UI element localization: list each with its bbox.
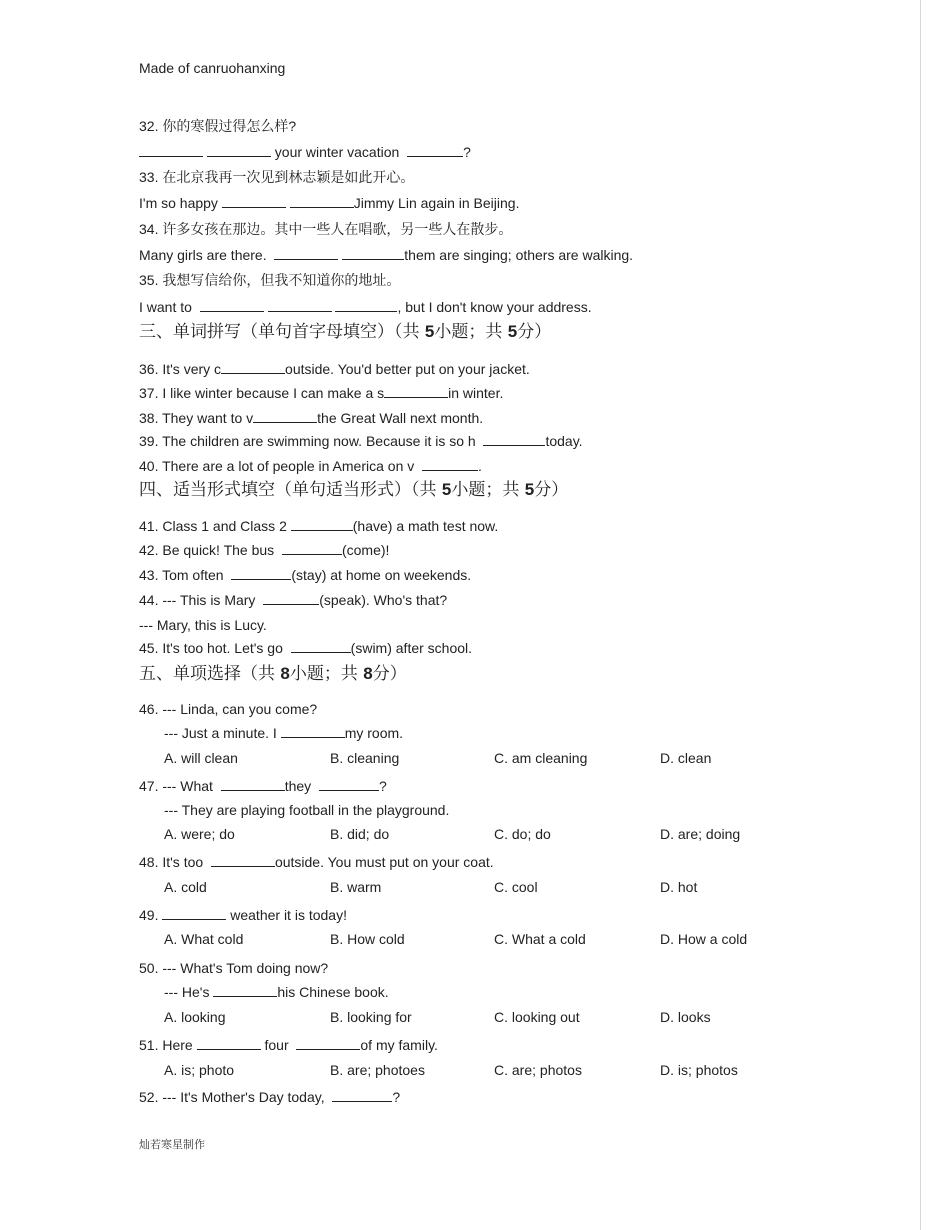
answer-blank[interactable] [200, 298, 264, 312]
option-c[interactable]: C. looking out [494, 1009, 580, 1025]
answer-blank[interactable] [332, 1088, 392, 1102]
answer-blank[interactable] [281, 724, 345, 738]
answer-blank[interactable] [335, 298, 397, 312]
answer-blank[interactable] [422, 457, 478, 471]
answer-blank[interactable] [222, 194, 286, 208]
option-c[interactable]: C. cool [494, 879, 538, 895]
answer-blank[interactable] [207, 143, 271, 157]
question-32-chinese: 32. 你的寒假过得怎么样? [139, 118, 297, 134]
answer-blank[interactable] [139, 143, 203, 157]
question-42: 42. Be quick! The bus (come)! [139, 542, 390, 558]
question-49: 49. weather it is today! [139, 907, 347, 923]
question-36: 36. It's very c outside. You'd better put on your jacket. [139, 361, 530, 377]
option-d[interactable]: D. is; photos [660, 1062, 738, 1078]
answer-blank[interactable] [253, 409, 317, 423]
option-d[interactable]: D. clean [660, 750, 712, 766]
answer-blank[interactable] [211, 853, 275, 867]
question-51: 51. Here four of my family. [139, 1037, 438, 1053]
answer-blank[interactable] [291, 517, 353, 531]
question-39: 39. The children are swimming now. Because it is so h today. [139, 433, 583, 449]
option-d[interactable]: D. looks [660, 1009, 711, 1025]
question-46: 46. --- Linda, can you come? [139, 701, 318, 717]
answer-blank[interactable] [296, 1036, 360, 1050]
question-end: ? [463, 144, 471, 160]
option-b[interactable]: B. cleaning [330, 750, 400, 766]
question-40: 40. There are a lot of people in America on v . [139, 458, 482, 474]
answer-blank[interactable] [162, 906, 226, 920]
question-38: 38. They want to v the Great Wall next month. [139, 410, 484, 426]
section-4-heading: 四、适当形式填空（单句适当形式）（共 5小题；共 5分） [139, 480, 569, 500]
option-d[interactable]: D. How a cold [660, 931, 748, 947]
answer-blank[interactable] [231, 566, 291, 580]
page-header: Made of canruohanxing [139, 60, 286, 76]
question-41: 41. Class 1 and Class 2 (have) a math test now. [139, 518, 499, 534]
question-35-english: I want to , but I don't know your address. [139, 299, 592, 315]
option-b[interactable]: B. are; photoes [330, 1062, 425, 1078]
option-d[interactable]: D. hot [660, 879, 698, 895]
question-52: 52. --- It's Mother's Day today, ? [139, 1089, 401, 1105]
answer-blank[interactable] [274, 246, 338, 260]
option-c[interactable]: C. do; do [494, 826, 551, 842]
answer-blank[interactable] [319, 777, 379, 791]
answer-blank[interactable] [483, 432, 545, 446]
option-d[interactable]: D. are; doing [660, 826, 741, 842]
option-b[interactable]: B. looking for [330, 1009, 412, 1025]
question-33-english: I'm so happy Jimmy Lin again in Beijing. [139, 195, 520, 211]
answer-blank[interactable] [282, 541, 342, 555]
option-c[interactable]: C. What a cold [494, 931, 586, 947]
answer-blank[interactable] [342, 246, 404, 260]
section-5-heading: 五、单项选择（共 8小题；共 8分） [139, 664, 407, 684]
option-c[interactable]: C. are; photos [494, 1062, 582, 1078]
answer-blank[interactable] [221, 777, 285, 791]
answer-blank[interactable] [407, 143, 463, 157]
question-47: 47. --- What they ? [139, 778, 387, 794]
option-a[interactable]: A. were; do [164, 826, 235, 842]
question-46-line2: --- Just a minute. I my room. [164, 725, 404, 741]
option-a[interactable]: A. looking [164, 1009, 226, 1025]
option-a[interactable]: A. is; photo [164, 1062, 235, 1078]
question-32-english [139, 143, 471, 161]
answer-blank[interactable] [384, 384, 448, 398]
answer-blank[interactable] [213, 983, 277, 997]
option-a[interactable]: A. cold [164, 879, 207, 895]
question-47-line2: --- They are playing football in the playground. [164, 802, 450, 818]
answer-blank[interactable] [268, 298, 332, 312]
option-b[interactable]: B. warm [330, 879, 382, 895]
question-37: 37. I like winter because I can make a s in winter. [139, 385, 504, 401]
page-edge-divider [920, 0, 921, 1230]
answer-blank[interactable] [263, 591, 319, 605]
option-b[interactable]: B. did; do [330, 826, 390, 842]
answer-blank[interactable] [291, 639, 351, 653]
question-45: 45. It's too hot. Let's go (swim) after school. [139, 640, 473, 656]
question-44-reply: --- Mary, this is Lucy. [139, 617, 267, 633]
option-a[interactable]: A. What cold [164, 931, 244, 947]
page-footer: 灿若寒星制作 [139, 1138, 205, 1151]
option-a[interactable]: A. will clean [164, 750, 238, 766]
question-50: 50. --- What's Tom doing now? [139, 960, 329, 976]
section-3-heading: 三、单词拼写（单句首字母填空）（共 5小题；共 5分） [139, 322, 552, 342]
question-43: 43. Tom often (stay) at home on weekends. [139, 567, 472, 583]
answer-blank[interactable] [290, 194, 354, 208]
question-33-chinese: 33. 在北京我再一次见到林志颖是如此开心。 [139, 169, 415, 185]
question-35-chinese: 35. 我想写信给你，但我不知道你的地址。 [139, 272, 401, 288]
question-34-chinese: 34. 许多女孩在那边。其中一些人在唱歌，另一些人在散步。 [139, 221, 513, 237]
answer-blank[interactable] [221, 360, 285, 374]
question-50-line2: --- He's his Chinese book. [164, 984, 389, 1000]
question-48: 48. It's too outside. You must put on your coat. [139, 854, 494, 870]
option-c[interactable]: C. am cleaning [494, 750, 588, 766]
question-text: your winter vacation [274, 144, 400, 160]
question-34-english: Many girls are there. them are singing; others are walking. [139, 247, 634, 263]
option-b[interactable]: B. How cold [330, 931, 405, 947]
question-44: 44. --- This is Mary (speak). Who's that? [139, 592, 448, 608]
answer-blank[interactable] [197, 1036, 261, 1050]
